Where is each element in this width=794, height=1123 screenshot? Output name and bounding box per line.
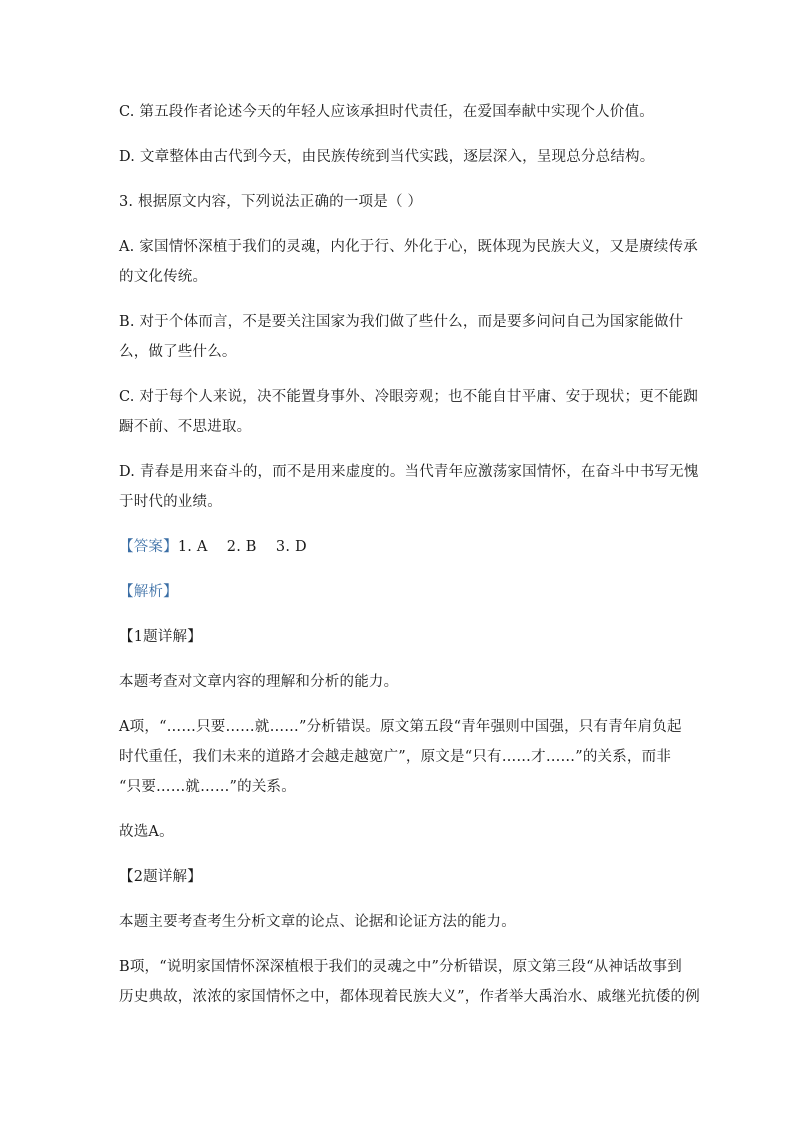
q3-option-c-line-2: 蹰不前、不思进取。 (119, 419, 252, 435)
q3-option-d-line-1: D. 青春是用来奋斗的，而不是用来虚度的。当代青年应激荡家国情怀，在奋斗中书写无愧 (119, 464, 699, 480)
answer-label: 【答案】 (119, 539, 178, 555)
q3-option-d-line-2: 于时代的业绩。 (119, 494, 222, 510)
q1-line-1: 本题考查对文章内容的理解和分析的能力。 (119, 674, 399, 690)
question-3-line: 3. 根据原文内容，下列说法正确的一项是（ ） (119, 194, 423, 210)
q2-line-3: 历史典故，浓浓的家国情怀之中，都体现着民族大义”，作者举大禹治水、戚继光抗倭的例 (119, 989, 700, 1005)
q1-line-4: “只要……就……”的关系。 (119, 779, 296, 795)
q1-line-5: 故选A。 (119, 824, 174, 840)
option-c-line: C. 第五段作者论述今天的年轻人应该承担时代责任，在爱国奉献中实现个人价值。 (119, 104, 654, 120)
option-d-line: D. 文章整体由古代到今天，由民族传统到当代实践，逐层深入，呈现总分总结构。 (119, 149, 655, 165)
answer-values: 1. A 2. B 3. D (177, 539, 307, 555)
q3-option-b-line-1: B. 对于个体而言，不是要关注国家为我们做了些什么，而是要多问问自己为国家能做什 (119, 314, 684, 330)
q2-line-2: B项，“说明家国情怀深深植根于我们的灵魂之中”分析错误，原文第三段“从神话故事到 (119, 959, 682, 975)
q2-heading: 【2题详解】 (119, 869, 202, 885)
q1-heading: 【1题详解】 (119, 629, 202, 645)
q1-line-3: 时代重任，我们未来的道路才会越走越宽广”，原文是“只有……才……”的关系，而非 (119, 749, 672, 765)
q3-option-a-line-1: A. 家国情怀深植于我们的灵魂，内化于行、外化于心，既体现为民族大义，又是赓续传承 (119, 239, 698, 255)
answer-line (119, 537, 307, 557)
q1-line-2: A项，“……只要……就……”分析错误。原文第五段“青年强则中国强，只有青年肩负起 (119, 719, 682, 735)
q2-line-1: 本题主要考查考生分析文章的论点、论据和论证方法的能力。 (119, 914, 516, 930)
q3-option-b-line-2: 么，做了些什么。 (119, 344, 237, 360)
analysis-label: 【解析】 (119, 584, 178, 600)
q3-option-c-line-1: C. 对于每个人来说，决不能置身事外、冷眼旁观；也不能自甘平庸、安于现状；更不能踟 (119, 389, 698, 405)
q3-option-a-line-2: 的文化传统。 (119, 269, 208, 285)
